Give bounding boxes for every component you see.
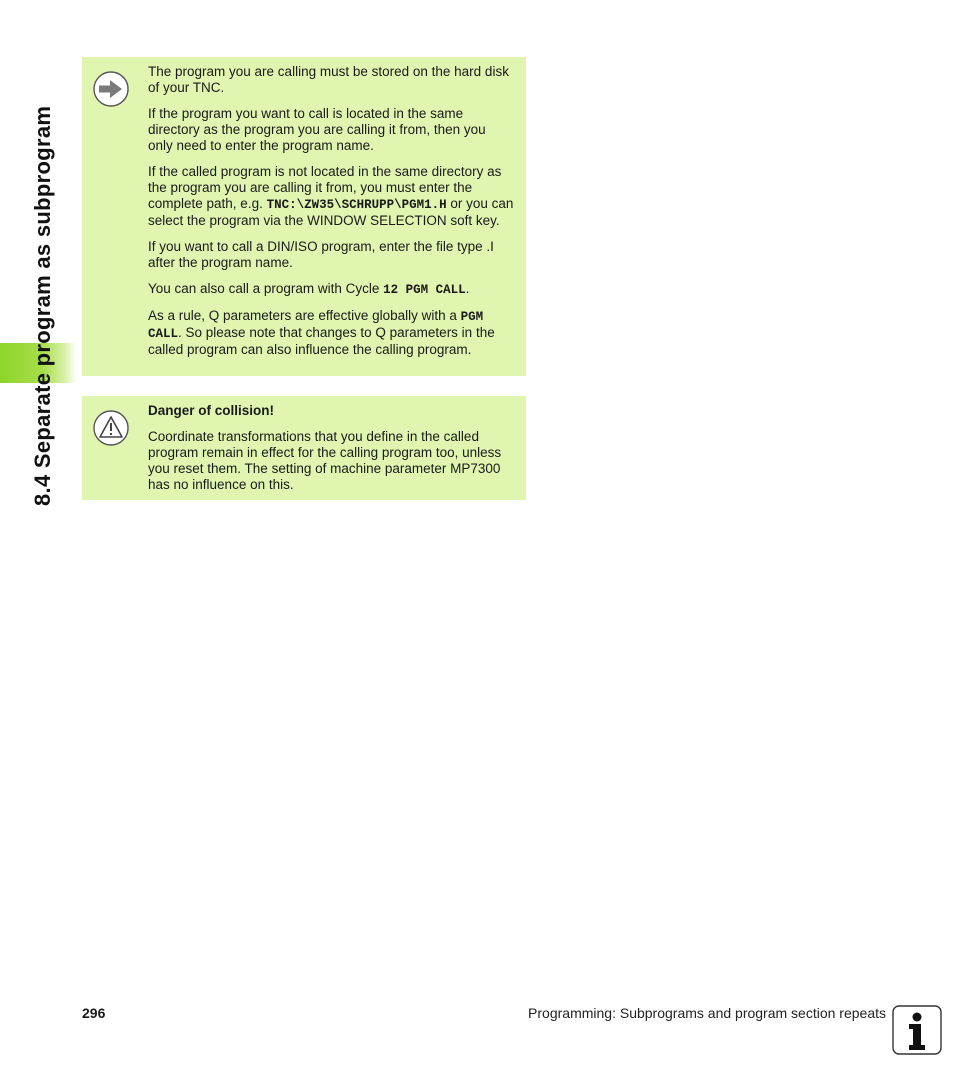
info-i-icon (892, 1005, 942, 1055)
pgm-call-code: PGM CALL (148, 310, 484, 341)
info-paragraph: If you want to call a DIN/ISO program, enter the file type .I after the program name. (148, 239, 494, 270)
page-number: 296 (82, 1005, 106, 1021)
info-note (82, 57, 526, 376)
chapter-title: Programming: Subprograms and program section repeats (528, 1005, 886, 1021)
cycle-code: 12 PGM CALL (383, 283, 466, 297)
section-title: 8.4 Separate program as subprogram (30, 105, 55, 506)
arrow-right-icon (92, 70, 130, 108)
info-paragraph: As a rule, Q parameters are effective globally with a PGM CALL. So please note that changes to Q parameters in the called program can also influence the calling program. (148, 308, 495, 357)
warning-triangle-icon (92, 409, 130, 447)
info-paragraph: If the called program is not located in the same directory as the program you are calling it from, you must enter the complete path, e.g. TNC:\ZW35\SCHRUPP\PGM1.H or you can select the program via the WINDOW SELECTION soft key. (148, 164, 514, 228)
info-paragraph: The program you are calling must be stored on the hard disk of your TNC. (148, 64, 509, 95)
info-paragraph: If the program you want to call is located in the same directory as the program you are calling it from, then you only need to enter the program name. (148, 106, 486, 153)
path-code: TNC:\ZW35\SCHRUPP\PGM1.H (266, 198, 447, 212)
warning-note (82, 396, 526, 500)
warning-body: Coordinate transformations that you define in the called program remain in effect for the calling program too, unless you reset them. The setting of machine parameter MP7300 has no influence on this. (148, 429, 502, 492)
warning-heading: Danger of collision! (148, 403, 275, 418)
info-paragraph: You can also call a program with Cycle 12 PGM CALL. (148, 281, 470, 297)
